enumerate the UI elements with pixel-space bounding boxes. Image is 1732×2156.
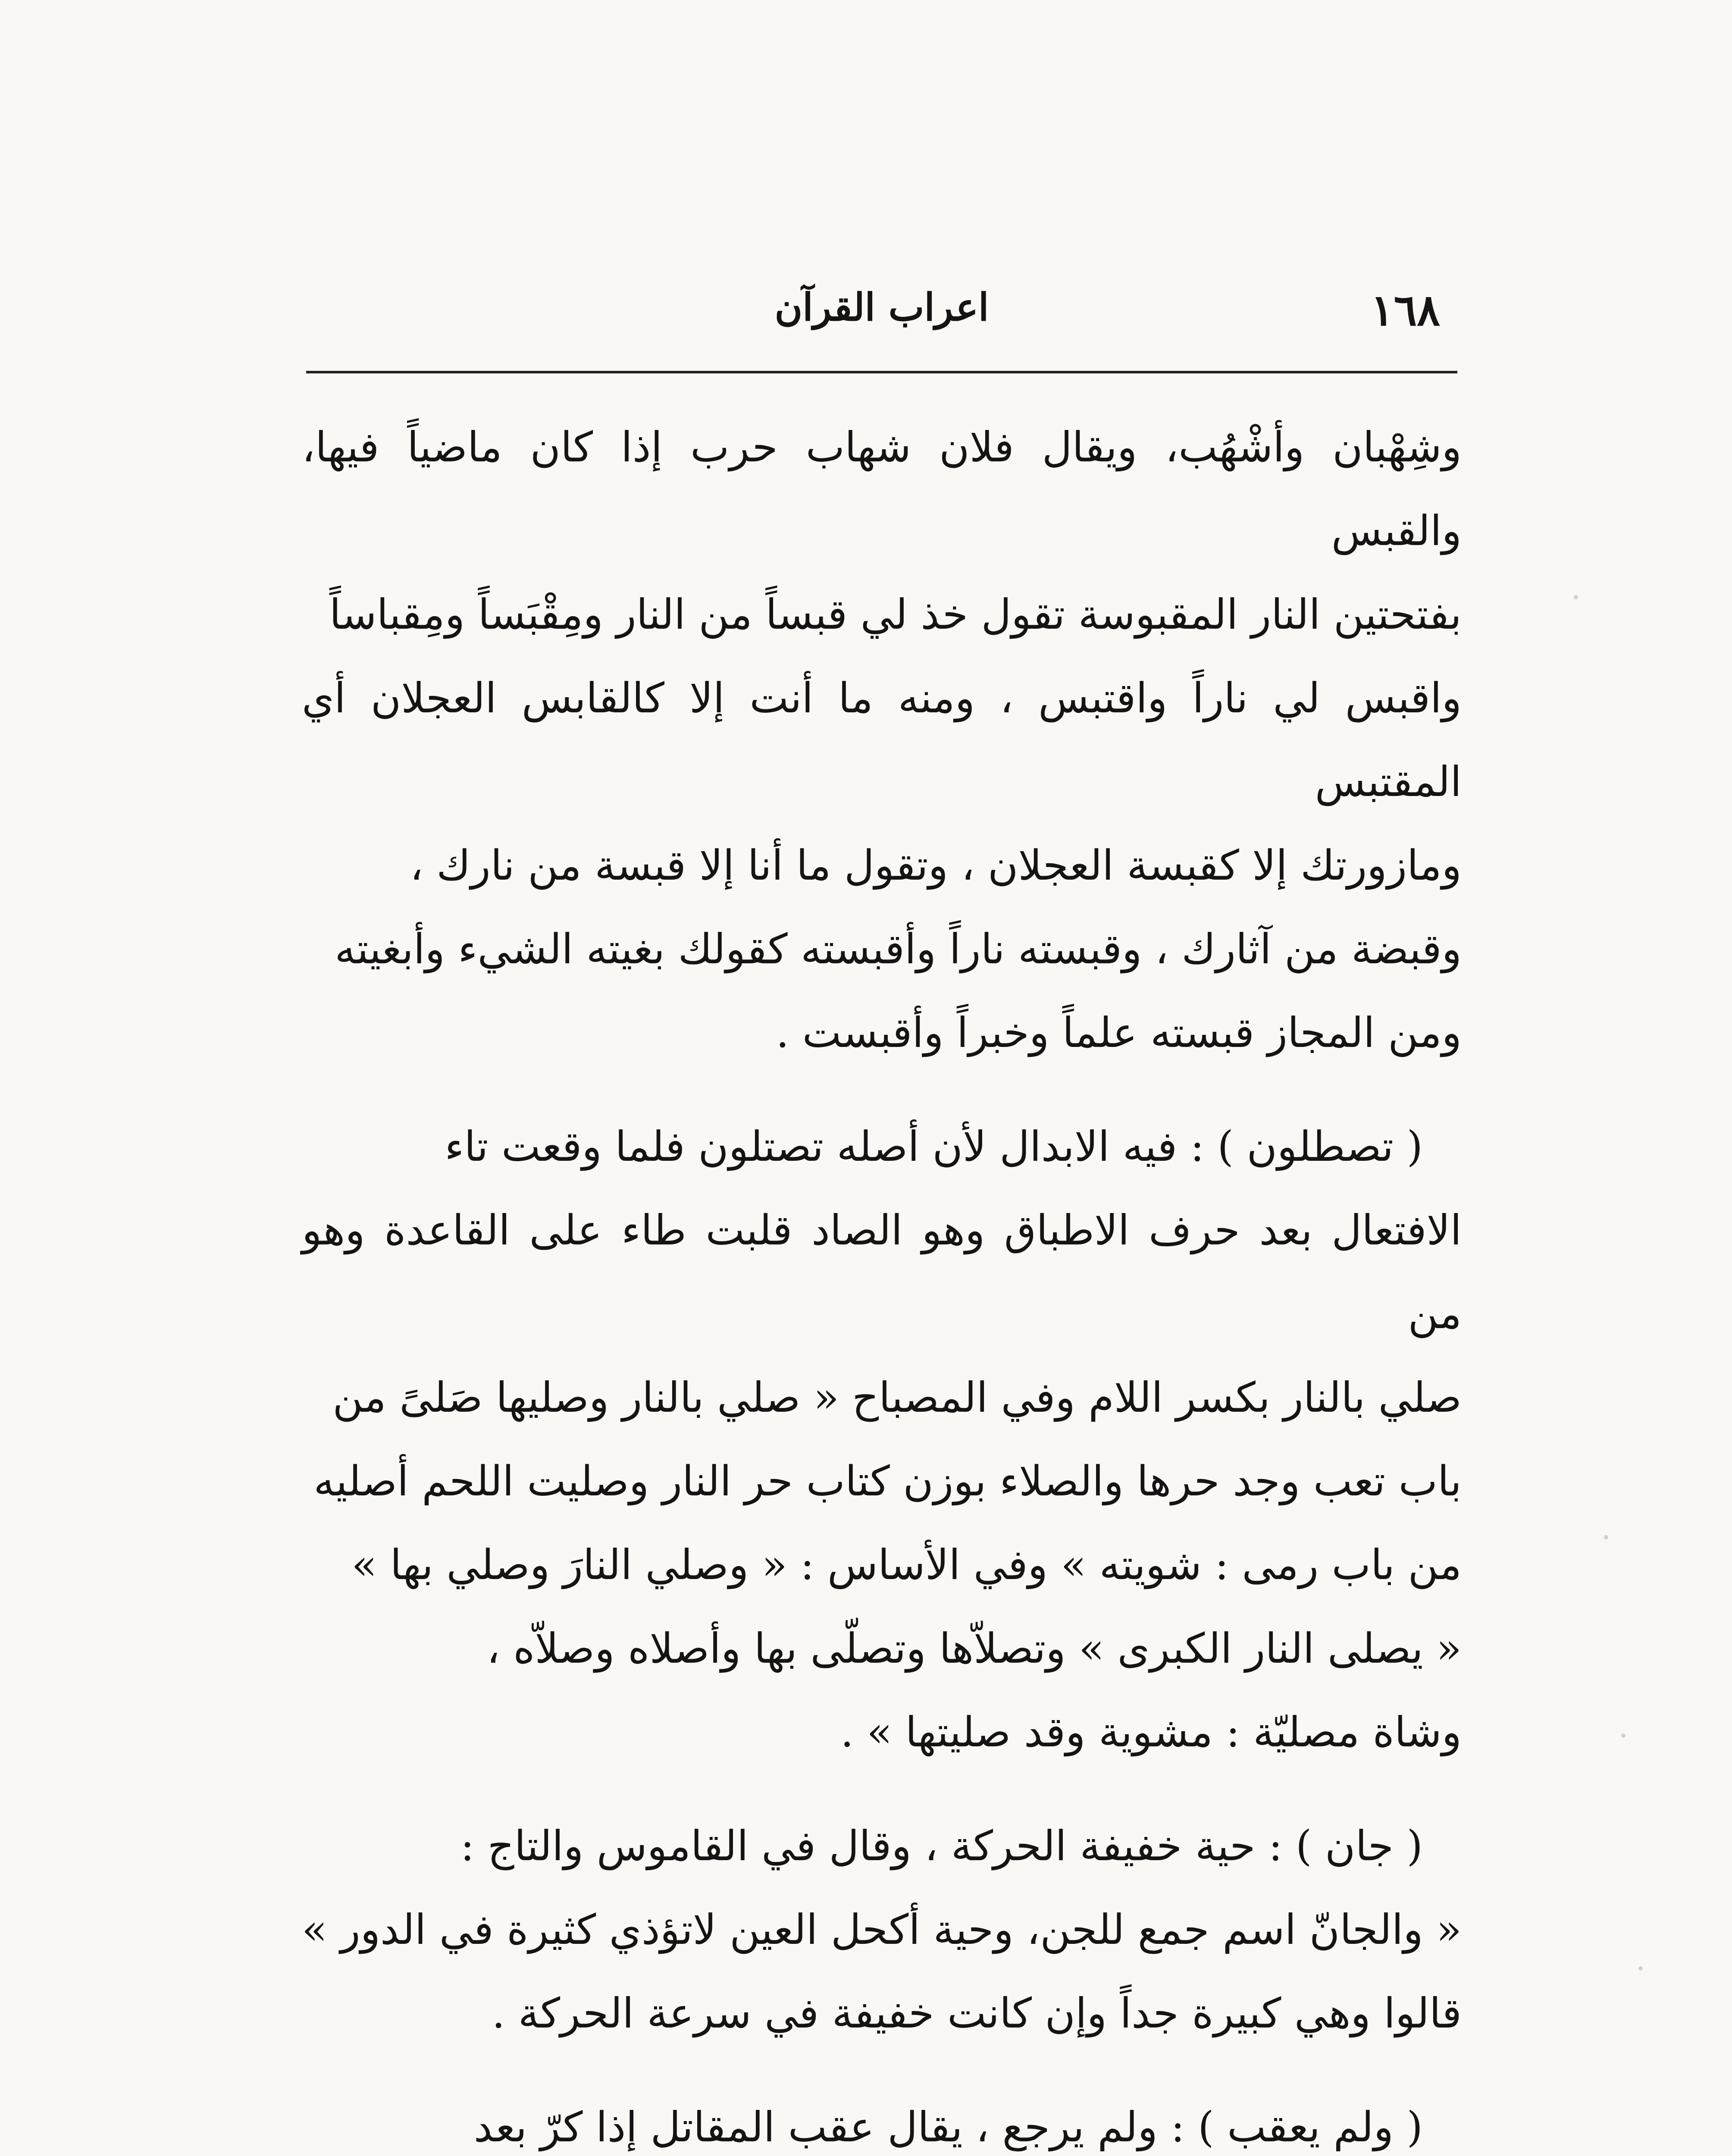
page-header [306,280,1457,341]
text-line: ( جان ) : حية خفيفة الحركة ، وقال في القاموس والتاج : [460,1822,1423,1870]
paragraph-qabas [302,405,1462,1075]
text-line: بفتحتين النار المقبوسة تقول خذ لي قبساً من النار ومِقْبَساً ومِقباساً [329,590,1462,639]
text-line: واقبس لي ناراً واقتبس ، ومنه ما أنت إلا كالقابس العجلان أي المقتبس [302,674,1462,806]
paper-speck [1574,595,1578,599]
header-rule [306,371,1457,373]
text-line: وشاة مصليّة : مشوية وقد صليتها » . [840,1708,1462,1756]
text-line: ( ولم يعقب ) : ولم يرجع ، يقال عقب المقاتل إذا كرّ بعد [473,2103,1423,2151]
text-line: صلي بالنار بكسر اللام وفي المصباح « صلي بالنار وصليها صَلىً من [332,1373,1462,1422]
paragraph-tastalun [302,1105,1462,1774]
paper-speck [1621,1733,1626,1738]
paragraph-jann [302,1804,1462,2055]
text-line: ومن المجاز قبسته علماً وخبراً وأقبست . [776,1009,1462,1057]
text-line: « يصلى النار الكبرى » وتصلاّها وتصلّى بها وأصلاه وصلاّه ، [486,1624,1462,1673]
text-line: قالوا وهي كبيرة جداً وإن كانت خفيفة في سرعة الحركة . [492,1989,1462,2037]
paragraph-lam-yuaqqib [302,2085,1462,2156]
text-line: ومازورتك إلا كقبسة العجلان ، وتقول ما أنا إلا قبسة من نارك ، [410,841,1462,890]
page-number: ١٦٨ [1370,285,1440,335]
text-line: ( تصطلون ) : فيه الابدال لأن أصله تصتلون فلما وقعت تاء [445,1122,1423,1171]
text-line: وشِهْبان وأشْهُب، ويقال فلان شهاب حرب إذا كان ماضياً فيها، والقبس [302,423,1462,555]
text-line: باب تعب وجد حرها والصلاء بوزن كتاب حر النار وصليت اللحم أصليه [313,1457,1462,1505]
page-body [302,405,1462,2156]
text-line: من باب رمى : شويته » وفي الأساس : « وصلي النارَ وصلي بها » [351,1541,1462,1589]
text-line: « والجانّ اسم جمع للجن، وحية أكحل العين لاتؤذي كثيرة في الدور » [302,1905,1462,1954]
running-title: اعراب القرآن [774,285,989,329]
paper-speck [1604,1535,1608,1539]
text-line: وقبضة من آثارك ، وقبسته ناراً وأقبسته كقولك بغيته الشيء وأبغيته [335,925,1462,973]
paper-speck [1638,1966,1643,1971]
text-line: الافتعال بعد حرف الاطباق وهو الصاد قلبت طاء على القاعدة وهو من [302,1206,1462,1338]
